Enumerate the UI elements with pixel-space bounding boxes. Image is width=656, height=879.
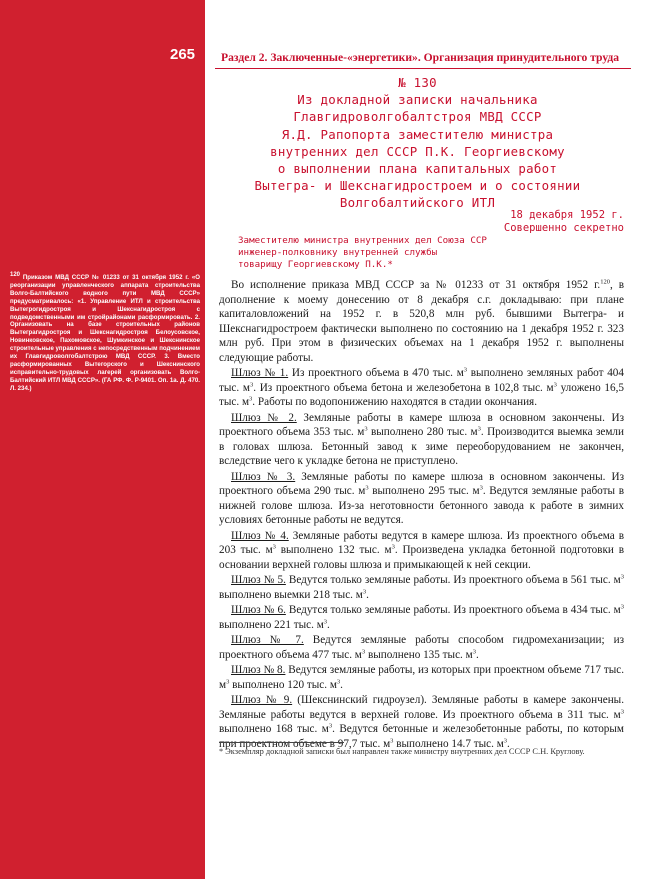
intro-paragraph: Во исполнение приказа МВД СССР за № 01233 от 31 октября 1952 г.$^{120}$, в дополнение к моему донесению от 8 декабря с.г. докладываю: при плане капиталовложений на 1952 г. в 520,8 млн руб. бывшими Вытегра- и Шекснагидростроем фактически выполнено по состоянию на 1 декабря 1952 г. 323 млн руб. При этом в физических объемах на 1 декабря 1952 г. выполнены следующие работы. — [219, 278, 624, 364]
document-date: 18 декабря 1952 г. — [510, 209, 624, 221]
addressee-block — [238, 235, 618, 272]
lock-name: Шлюз № 7. — [231, 634, 304, 646]
lock-paragraph-3: Шлюз № 3. Земляные работы по камере шлюза в основном закончены. Из проектного объема 290 тыс. $м^3$ выполнено 295 тыс. $м^3$. Ведутся земляные работы в нижней голове шлюза. Из-за неготовности бетонного завода к работе в зимних условиях бетонные работы не ведутся. — [219, 470, 624, 526]
header-divider — [215, 68, 631, 69]
side-footnote — [10, 272, 200, 393]
lock-paragraph-6: Шлюз № 6. Ведутся только земляные работы. Из проектного объема в 434 тыс. $м^3$ выполнено 221 тыс. $м^3$. — [219, 603, 625, 631]
title-line: о выполнении плана капитальных работ — [277, 161, 558, 177]
footnote-divider — [219, 742, 344, 743]
body-text — [219, 278, 624, 752]
page-number: 265 — [170, 46, 196, 63]
title-line: Главгидроволгобалтстроя МВД СССР — [293, 109, 542, 125]
title-line: Волгобалтийского ИТЛ — [339, 195, 496, 211]
title-line: Я.Д. Рапопорта заместителю министра — [281, 126, 554, 142]
title-line: Вытегра- и Шекснагидростроем и о состоянии — [254, 178, 581, 194]
lock-name: Шлюз № 5. — [231, 574, 286, 586]
lock-name: Шлюз № 8. — [231, 664, 286, 676]
addressee-line: товарищу Георгиевскому П.К.* — [238, 259, 393, 271]
classification-stamp: Совершенно секретно — [503, 222, 624, 234]
lock-paragraph-1: Шлюз № 1. Из проектного объема в 470 тыс. $м^3$ выполнено земляных работ 404 тыс. $м^3$. Из проектного объема бетона и железобетона в 102,8 тыс. $м^3$ уложено 16,5 тыс. $м^3$. Работы по водопонижению находятся в стадии окончания. — [219, 366, 624, 408]
page-footnote: * Экземпляр докладной записки был направлен также министру внутренних дел СССР С.Н. Круглову. — [219, 747, 585, 756]
lock-name: Шлюз № 9. — [231, 694, 293, 706]
document-number: № 130 — [398, 75, 437, 90]
lock-name: Шлюз № 2. — [231, 411, 297, 424]
lock-name: Шлюз № 1. — [231, 367, 289, 379]
title-line: внутренних дел СССР П.К. Георгиевскому — [270, 143, 565, 159]
addressee-line: инженер-полковнику внутренней службы — [238, 247, 438, 259]
lock-paragraph-7: Шлюз № 7. Ведутся земляные работы способом гидромеханизации; из проектного объема 477 тыс. $м^3$ выполнено 135 тыс. $м^3$. — [219, 634, 624, 661]
side-footnote-ref: 120 — [10, 272, 21, 278]
lock-paragraph-4: Шлюз № 4. Земляные работы ведутся в камере шлюза. Из проектного объема в 203 тыс. $м^3$ выполнено 132 тыс. $м^3$. Произведена укладка бетонной подготовки в основании верхней головы шлюза и примыкающей к ней секции. — [219, 529, 624, 571]
document-date-block — [420, 209, 624, 235]
running-head: Раздел 2. Заключенные-«энергетики». Организация принудительного труда — [221, 51, 620, 64]
lock-paragraph-9: Шлюз № 9. (Шекснинский гидроузел). Земляные работы в камере закончены. Земляные работы ведутся в верхней голове. Из проектного объема в 311 тыс. $м^3$ выполнено 168 тыс. $м^3$. Ведутся бетонные и железобетонные работы, по которым при проектном объеме в 97,7 тыс. $м^3$ выполнено 14.7 тыс. $м^3$. — [219, 694, 624, 750]
side-footnote-text: Приказом МВД СССР № 01233 от 31 октября 1952 г. «О реорганизации управленческого аппарата строительства Волго-Балтийского водного пути МВД СССР» предусматривалось: «1. Управление ИТЛ и строительства Вытегрогидростроя и Шекснагидростроя с подведомственными им стройрайонами расформировать. 2. Организовать на базе строительных районов Вытеграгидростроя и Шекснагидростроя Белоусовское, Новинковское, Пахомовское, Шумкинское и Шекснинское строительные управления с непосредственным подчинением их Главгидроволгобалтстрою МВД СССР. 3. Вместо расформированных Вытегорского и Шекснинского исправительно-трудовых лагерей организовать Волго-Балтийский ИТЛ МВД СССР». (ГА РФ. Ф. Р-9401. Оп. 1а. Д. 470. Л. 234.) — [10, 274, 200, 392]
lock-name: Шлюз № 6. — [231, 604, 286, 616]
red-sidebar — [0, 0, 205, 879]
lock-paragraph-2: Шлюз № 2. Земляные работы в камере шлюза в основном закончены. Из проектного объема 353 тыс. $м^3$ выполнено 280 тыс. $м^3$. Производится выемка земли в головах шлюза. Бетонный завод к зиме переоборудованием не закончен, вследствие чего к укладке бетона не приступлено. — [219, 411, 624, 467]
title-line: Из докладной записки начальника — [297, 92, 538, 108]
lock-name: Шлюз № 4. — [231, 529, 289, 542]
lock-paragraph-5: Шлюз № 5. Ведутся только земляные работы. Из проектного объема в 561 тыс. $м^3$ выполнено выемки 218 тыс. $м^3$. — [219, 573, 625, 601]
footnote-ref: 120 — [600, 278, 610, 286]
lock-paragraph-8: Шлюз № 8. Ведутся земляные работы, из которых при проектном объеме 717 тыс. $м^3$ выполнено 120 тыс. $м^3$. — [219, 664, 624, 691]
lock-name: Шлюз № 3. — [231, 470, 296, 483]
addressee-line: Заместителю министра внутренних дел Союза ССР — [238, 235, 487, 246]
document-title — [215, 74, 620, 212]
